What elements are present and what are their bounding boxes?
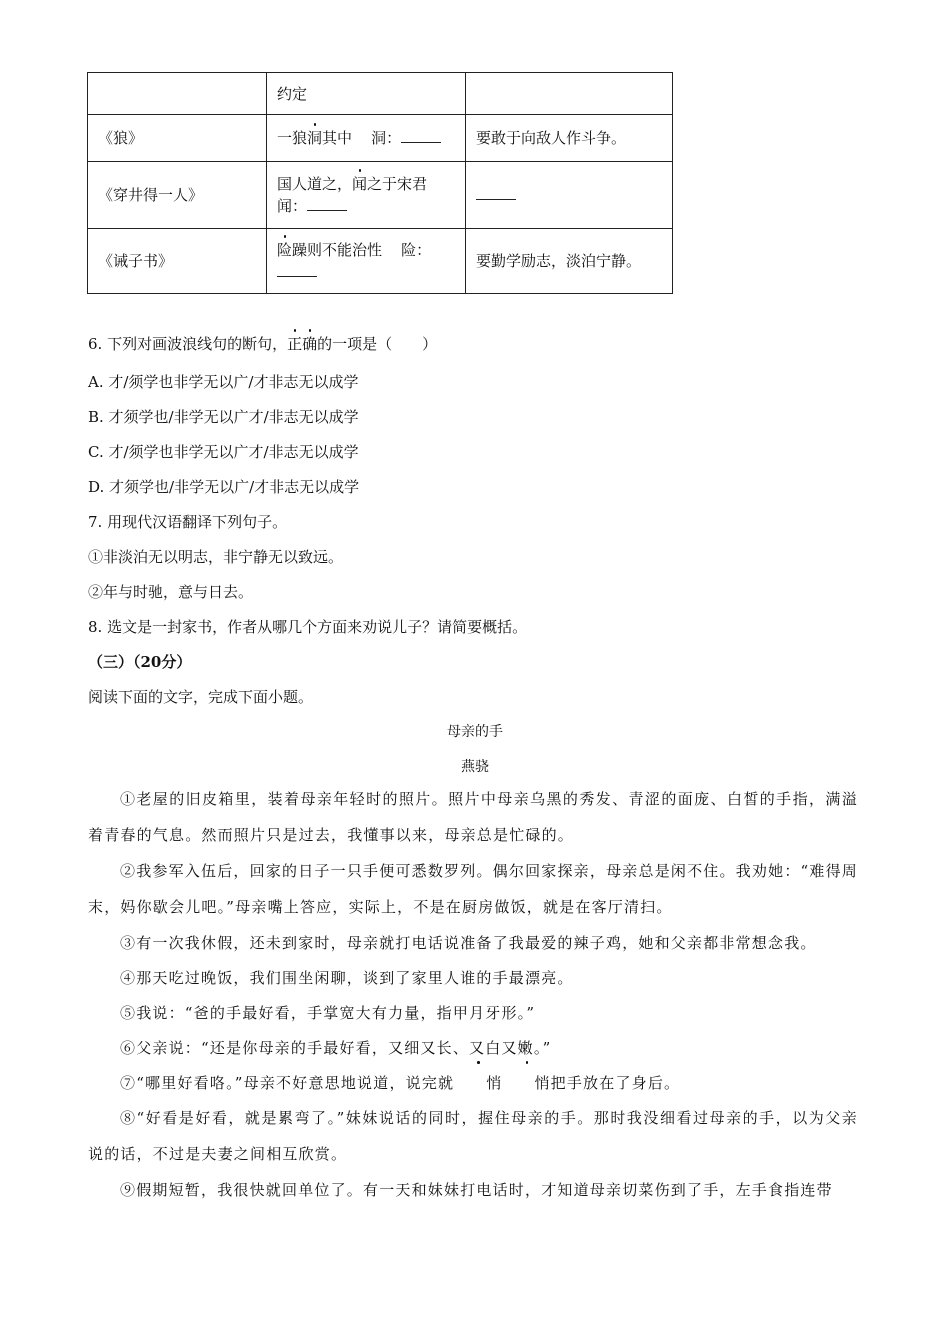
vocabulary-table	[87, 72, 673, 294]
option-c: C. 才/须学也非学无以广才/非志无以成学	[88, 443, 359, 461]
emphasis-dot-char: 悄	[502, 1065, 550, 1101]
emphasis-dot-char: 正	[287, 335, 303, 353]
table-row	[88, 229, 673, 294]
question-8-stem: 8. 选文是一封家书，作者从哪几个方面来劝说儿子？请简要概括。	[88, 618, 528, 636]
option-b: B. 才须学也/非学无以广才/非志无以成学	[88, 408, 359, 426]
article-paragraph: ⑧“好看是好看，就是累弯了。”妹妹说话的同时，握住母亲的手。那时我没细看过母亲的手，以为父亲说的话，不过是夫妻之间相互欣赏。	[88, 1109, 858, 1163]
answer-blank[interactable]	[401, 128, 441, 143]
article-author: 燕骁	[461, 759, 489, 775]
article-paragraph: ②我参军入伍后，回家的日子一只手便可悉数罗列。偶尔回家探亲，母亲总是闲不住。我劝她：“难得周末，妈你歇会儿吧。”母亲嘴上答应，实际上，不是在厨房做饭，就是在客厅清扫。	[88, 862, 858, 916]
article-paragraph: ⑨假期短暂，我很快就回单位了。有一天和妹妹打电话时，才知道母亲切菜伤到了手，左手食指连带	[120, 1181, 833, 1199]
answer-blank[interactable]	[307, 196, 347, 211]
table-cell-lesson: 要勤学励志，淡泊宁静。	[466, 229, 673, 294]
emphasis-dot-char: 洞	[307, 129, 323, 147]
question-6-stem: 6. 下列对画波浪线句的断句，正确的一项是（ ）	[88, 335, 438, 353]
table-row	[88, 162, 673, 229]
table-cell-title: 《诫子书》	[88, 229, 267, 294]
emphasis-dot-char: 闻	[352, 175, 368, 193]
table-row	[88, 115, 673, 162]
article-paragraph: ⑤我说：“爸的手最好看，手掌宽大有力量，指甲月牙形。”	[120, 1004, 536, 1022]
section-heading: （三）（20分）	[88, 653, 192, 671]
article-paragraph: ③有一次我休假，还未到家时，母亲就打电话说准备了我最爱的辣子鸡，她和父亲都非常想念我。	[120, 934, 817, 952]
table-cell-title	[88, 73, 267, 115]
table-cell-sentence: 险躁则不能治性 险：	[267, 229, 466, 294]
table-cell-sentence: 一狼洞其中 洞：	[267, 115, 466, 162]
table-row	[88, 73, 673, 115]
question-7-item: ②年与时驰，意与日去。	[88, 583, 254, 601]
section-instruction: 阅读下面的文字，完成下面小题。	[88, 688, 314, 706]
table-cell-sentence: 约定	[267, 73, 466, 115]
question-7-item: ①非淡泊无以明志，非宁静无以致远。	[88, 548, 344, 566]
emphasis-dot-char: 悄	[454, 1065, 502, 1101]
article-paragraph: ⑥父亲说：“还是你母亲的手最好看，又细又长、又白又嫩。”	[120, 1039, 552, 1057]
table-cell-title: 《狼》	[88, 115, 267, 162]
answer-blank[interactable]	[277, 262, 317, 277]
article-title: 母亲的手	[447, 724, 503, 740]
table-cell-lesson: 要敢于向敌人作斗争。	[466, 115, 673, 162]
article-paragraph: ④那天吃过晚饭，我们围坐闲聊，谈到了家里人谁的手最漂亮。	[120, 969, 574, 987]
table-cell-title: 《穿井得一人》	[88, 162, 267, 229]
article-paragraph: ⑦“哪里好看咯。”母亲不好意思地说道，说完就 悄 悄把手放在了身后。	[88, 1065, 858, 1101]
table-cell-lesson	[466, 162, 673, 229]
emphasis-dot-char: 险	[277, 241, 293, 259]
article-paragraph: ①老屋的旧皮箱里，装着母亲年轻时的照片。照片中母亲乌黑的秀发、青涩的面庞、白皙的手指，满溢着青春的气息。然而照片只是过去，我懂事以来，母亲总是忙碌的。	[88, 790, 858, 844]
table-cell-sentence: 国人道之，闻之于宋君 闻：	[267, 162, 466, 229]
answer-blank[interactable]	[476, 185, 516, 200]
emphasis-dot-char: 确	[302, 335, 318, 353]
option-a: A. 才/须学也非学无以广/才非志无以成学	[88, 373, 359, 391]
question-7-stem: 7. 用现代汉语翻译下列句子。	[88, 513, 288, 531]
table-cell-lesson	[466, 73, 673, 115]
option-d: D. 才须学也/非学无以广/才非志无以成学	[88, 478, 360, 496]
